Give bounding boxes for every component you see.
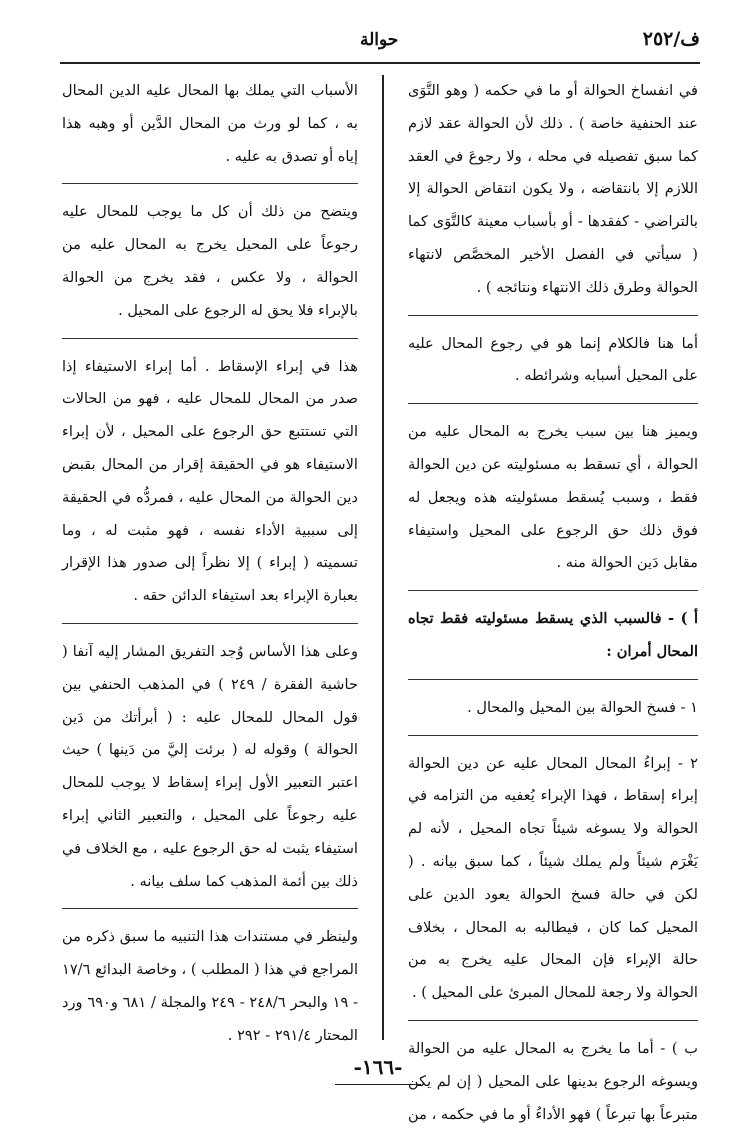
paragraph-divider [408,1020,698,1021]
paragraph: وعلى هذا الأساس وُجد التفريق المشار إليه آنفا ( حاشية الفقرة / ٢٤٩ ) في المذهب الحنفي بين قول المحال للمحال عليه : ( أبرأتك من دَين الحوالة ) وقوله له ( برئت إليَّ من دَينها ) حيث اعتبر التعبير الأول إبراء إسقاط لا يوجب للمحال عليه رجوعاً على المحيل ، والتعبير الثاني إبراء استيفاء يثبت له حق الرجوع عليه ، مع الخلاف في ذلك بين أئمة المذهب كما سلف بيانه . [62,642,358,890]
paragraph: ويتضح من ذلك أن كل ما يوجب للمحال عليه رجوعاً على المحيل يخرج به المحال عليه من الحوالة ، ولا عكس ، فقد يخرج من الحوالة بالإبراء فلا يحق له الرجوع على المحيل . [62,203,358,319]
paragraph: أما هنا فالكلام إنما هو في رجوع المحال عليه على المحيل أسبابه وشرائطه . [408,334,698,385]
list-item: ١ - فسخ الحوالة بين المحيل والمحال . [467,698,698,716]
running-reference: ف/٢٥٢ [642,28,700,50]
references-paragraph: ولينظر في مستندات هذا التنبيه ما سبق ذكره من المراجع في هذا ( المطلب ) ، وخاصة البدائع ١٧/٦ - ١٩ والبحر ٢٤٨/٦ - ٢٤٩ والمجلة / ٦٨١ و٦٩٠ ورد المحتار ٢٩١/٤ - ٢٩٢ . [62,928,359,1044]
header-rule [60,62,700,64]
page-number-underline [335,1084,421,1085]
paragraph-divider [408,403,698,404]
section-paragraph-b: ب ) - أما ما يخرج به المحال عليه من الحوالة ويسوغه الرجوع بدينها على المحيل ( إن لم يكن متبرعاً بها تبرعاً ) فهو الأداءُ أو ما في حكمه ، من [408,1039,698,1123]
paragraph: في انفساخ الحوالة أو ما في حكمه ( وهو التَّوَى عند الحنفية خاصة ) . ذلك لأن الحوالة عقد لازم كما سبق تفصيله في محله ، ولا رجوعَ في العقد اللازم إلا بانتقاضه ، ولا يكون انتقاض الحوالة إلا بالتراضي - كفقدها - أو بأسباب معينة كالتَّوَى كما ( سيأتي في الفصل الأخير المخصَّص لانتهاء الحوالة وطرق ذلك الانتهاء ونتائجه ) . [408,82,698,296]
paragraph-divider [408,679,698,680]
paragraph-divider [62,183,358,184]
paragraph-divider [62,623,358,624]
column-divider [382,75,384,1040]
paragraph-divider [408,735,698,736]
paragraph-divider [62,908,358,909]
paragraph: هذا في إبراء الإسقاط . أما إبراء الاستيفاء إذا صدر من المحال للمحال عليه ، فهو من الحالات التي تستتبع حق الرجوع على المحيل ، لأن إبراء الاستيفاء هو في الحقيقة إقرار من المحال بقبض دين الحوالة من المحال عليه ، فمردُّه في الحقيقة إلى سببية الأداء نفسه ، فهو مثبت له ، وما تسميته ( إبراء ) إلا نظراً إلى صدور هذا الإقرار بعبارة الإبراء بعد استيفاء الدائن حقه . [62,357,358,605]
section-heading-a: أ ) - فالسبب الذي يسقط مسئوليته فقط تجاه المحال أمران : [408,610,698,660]
paragraph-divider [408,590,698,591]
running-title: حوالة [360,30,399,50]
paragraph-divider [62,338,358,339]
paragraph: الأسباب التي يملك بها المحال عليه الدين المحال به ، كما لو ورث من المحال الدَّين أو وهبه هذا إياه أو تصدق به عليه . [62,82,358,165]
list-item: ٢ - إبراءُ المحال المحال عليه عن دين الحوالة إبراء إسقاط ، فهذا الإبراء يُعفيه من التزامه في الحوالة ولا يسوغه شيئاً تجاه المحيل ، لأنه لم يَغْرَم شيئاً ولم يملك شيئاً ، كما سبق بيانه . ( لكن في حالة فسخ الحوالة يعود الدين على المحيل كما كان ، فيطالبه به المحال ، بخلاف حالة الإبراء فإن المحال عليه يخرج به من الحوالة ولا رجعة للمحال المبرئ على المحيل ) . [408,754,698,1002]
paragraph-divider [408,315,698,316]
page-header [60,14,700,50]
paragraph: ويميز هنا بين سبب يخرج به المحال عليه من الحوالة ، أي تسقط به مسئوليته عن دين الحوالة فقط ، وسبب يُسقط مسئوليته هذه ويجعل له فوق ذلك حق الرجوع على المحيل واستيفاء مقابل دَين الحوالة منه . [408,423,698,572]
right-column [408,75,698,1131]
left-column [62,75,358,1053]
page-number: -١٦٦- [353,1055,403,1079]
